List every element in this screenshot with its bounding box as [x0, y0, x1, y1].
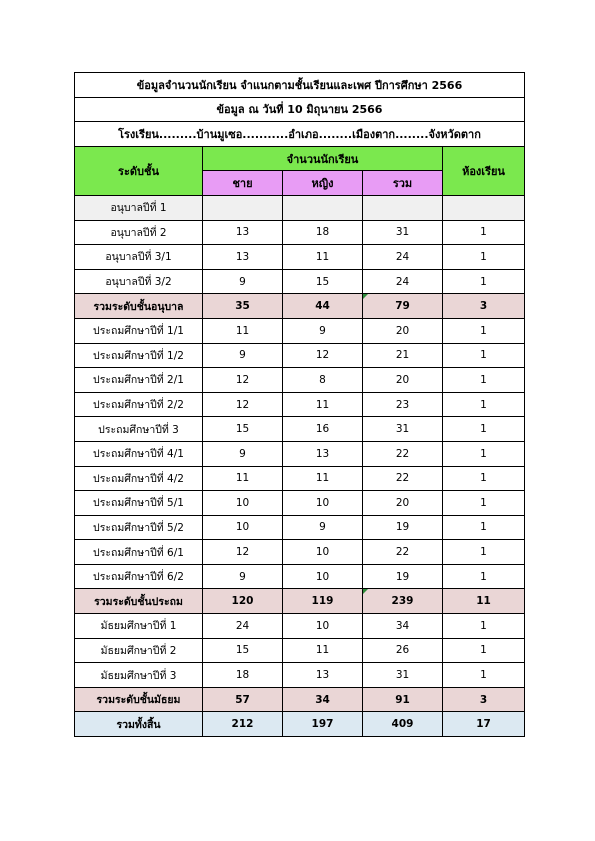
cell-rooms: 1: [443, 466, 525, 491]
cell-total: 24: [363, 245, 443, 270]
table-row: [75, 466, 525, 491]
cell-male: 24: [203, 614, 283, 639]
subtotal-row: [75, 687, 525, 712]
cell-rooms: 1: [443, 491, 525, 516]
cell-female: 10: [283, 491, 363, 516]
cell-female: 12: [283, 343, 363, 368]
cell-female: 13: [283, 663, 363, 688]
cell-male: 13: [203, 245, 283, 270]
cell-female: 9: [283, 515, 363, 540]
cell-level: อนุบาลปีที่ 3/1: [75, 245, 203, 270]
cell-male: 10: [203, 515, 283, 540]
table-row: [75, 343, 525, 368]
cell-level: มัธยมศึกษาปีที่ 3: [75, 663, 203, 688]
table-row: [75, 368, 525, 393]
cell-level: ประถมศึกษาปีที่ 5/2: [75, 515, 203, 540]
subtotal-row: [75, 589, 525, 614]
cell-total: 31: [363, 417, 443, 442]
cell-level: มัธยมศึกษาปีที่ 1: [75, 614, 203, 639]
cell-level: ประถมศึกษาปีที่ 6/2: [75, 564, 203, 589]
cell-rooms: 1: [443, 417, 525, 442]
cell-level: รวมระดับชั้นประถม: [75, 589, 203, 614]
table-row: [75, 663, 525, 688]
cell-male: 11: [203, 466, 283, 491]
table-row: [75, 638, 525, 663]
cell-rooms: 1: [443, 663, 525, 688]
cell-total: 31: [363, 663, 443, 688]
cell-total: 19: [363, 564, 443, 589]
cell-female: 11: [283, 392, 363, 417]
cell-male: 13: [203, 220, 283, 245]
cell-female: 11: [283, 638, 363, 663]
cell-level: รวมระดับชั้นอนุบาล: [75, 294, 203, 319]
cell-male: 12: [203, 392, 283, 417]
cell-female: 10: [283, 614, 363, 639]
cell-male: 11: [203, 318, 283, 343]
cell-rooms: 1: [443, 614, 525, 639]
data-date: ข้อมูล ณ วันที่ 10 มิถุนายน 2566: [75, 97, 525, 122]
cell-female: [283, 195, 363, 220]
cell-male: 9: [203, 269, 283, 294]
table-row: [75, 318, 525, 343]
table-row: [75, 540, 525, 565]
header-male: ชาย: [203, 171, 283, 196]
cell-male: 9: [203, 441, 283, 466]
cell-total: 19: [363, 515, 443, 540]
cell-rooms: 11: [443, 589, 525, 614]
header-students: จำนวนนักเรียน: [203, 146, 443, 171]
cell-level: อนุบาลปีที่ 1: [75, 195, 203, 220]
cell-female: 8: [283, 368, 363, 393]
cell-male: [203, 195, 283, 220]
cell-total: 22: [363, 466, 443, 491]
cell-rooms: 1: [443, 564, 525, 589]
cell-rooms: 1: [443, 540, 525, 565]
cell-total: 24: [363, 269, 443, 294]
cell-level: ประถมศึกษาปีที่ 6/1: [75, 540, 203, 565]
cell-rooms: [443, 195, 525, 220]
cell-rooms: 1: [443, 441, 525, 466]
cell-level: ประถมศึกษาปีที่ 3: [75, 417, 203, 442]
table-row: [75, 614, 525, 639]
cell-level: มัธยมศึกษาปีที่ 2: [75, 638, 203, 663]
cell-rooms: 1: [443, 368, 525, 393]
cell-level: ประถมศึกษาปีที่ 2/1: [75, 368, 203, 393]
cell-rooms: 1: [443, 245, 525, 270]
cell-level: อนุบาลปีที่ 2: [75, 220, 203, 245]
cell-total: 22: [363, 540, 443, 565]
cell-female: 16: [283, 417, 363, 442]
cell-female: 11: [283, 466, 363, 491]
cell-female: 10: [283, 564, 363, 589]
cell-total: 20: [363, 491, 443, 516]
cell-level: ประถมศึกษาปีที่ 2/2: [75, 392, 203, 417]
table-row: [75, 269, 525, 294]
cell-total: 21: [363, 343, 443, 368]
grand-total-row: [75, 712, 525, 737]
cell-level: รวมทั้งสิ้น: [75, 712, 203, 737]
cell-rooms: 1: [443, 220, 525, 245]
cell-male: 9: [203, 343, 283, 368]
table-row: [75, 195, 525, 220]
cell-male: 57: [203, 687, 283, 712]
cell-level: ประถมศึกษาปีที่ 4/2: [75, 466, 203, 491]
cell-male: 18: [203, 663, 283, 688]
cell-female: 197: [283, 712, 363, 737]
cell-total: 31: [363, 220, 443, 245]
cell-female: 10: [283, 540, 363, 565]
cell-male: 120: [203, 589, 283, 614]
header-female: หญิง: [283, 171, 363, 196]
cell-female: 13: [283, 441, 363, 466]
cell-total: 20: [363, 318, 443, 343]
cell-female: 18: [283, 220, 363, 245]
cell-total: 26: [363, 638, 443, 663]
cell-rooms: 1: [443, 343, 525, 368]
cell-female: 119: [283, 589, 363, 614]
cell-total: [363, 195, 443, 220]
cell-male: 10: [203, 491, 283, 516]
table-body: [75, 195, 525, 736]
cell-male: 35: [203, 294, 283, 319]
table-row: [75, 220, 525, 245]
header-total: รวม: [363, 171, 443, 196]
cell-total: 22: [363, 441, 443, 466]
cell-rooms: 3: [443, 294, 525, 319]
cell-male: 15: [203, 638, 283, 663]
cell-total: 34: [363, 614, 443, 639]
cell-rooms: 1: [443, 269, 525, 294]
cell-rooms: 3: [443, 687, 525, 712]
table-row: [75, 515, 525, 540]
cell-level: ประถมศึกษาปีที่ 1/1: [75, 318, 203, 343]
cell-level: อนุบาลปีที่ 3/2: [75, 269, 203, 294]
cell-male: 212: [203, 712, 283, 737]
cell-total: 23: [363, 392, 443, 417]
header-rooms: ห้องเรียน: [443, 146, 525, 195]
cell-male: 15: [203, 417, 283, 442]
cell-total: 91: [363, 687, 443, 712]
cell-total: 239: [363, 589, 443, 614]
cell-rooms: 1: [443, 392, 525, 417]
cell-level: ประถมศึกษาปีที่ 5/1: [75, 491, 203, 516]
cell-female: 9: [283, 318, 363, 343]
cell-level: ประถมศึกษาปีที่ 4/1: [75, 441, 203, 466]
cell-female: 11: [283, 245, 363, 270]
table-row: [75, 245, 525, 270]
cell-male: 9: [203, 564, 283, 589]
cell-total: 409: [363, 712, 443, 737]
cell-rooms: 1: [443, 318, 525, 343]
cell-rooms: 1: [443, 638, 525, 663]
table-row: [75, 491, 525, 516]
header-level: ระดับชั้น: [75, 146, 203, 195]
cell-female: 15: [283, 269, 363, 294]
school-info: โรงเรียน.........บ้านมูเซอ...........อำเภอ........เมืองตาก........จังหวัดตาก: [75, 122, 525, 147]
cell-male: 12: [203, 540, 283, 565]
table-row: [75, 441, 525, 466]
cell-level: รวมระดับชั้นมัธยม: [75, 687, 203, 712]
cell-female: 34: [283, 687, 363, 712]
cell-female: 44: [283, 294, 363, 319]
cell-rooms: 17: [443, 712, 525, 737]
subtotal-row: [75, 294, 525, 319]
table-row: [75, 392, 525, 417]
table-row: [75, 417, 525, 442]
cell-rooms: 1: [443, 515, 525, 540]
cell-male: 12: [203, 368, 283, 393]
table-title: ข้อมูลจำนวนนักเรียน จำแนกตามชั้นเรียนและเพศ ปีการศึกษา 2566: [75, 73, 525, 98]
cell-total: 20: [363, 368, 443, 393]
table-row: [75, 564, 525, 589]
cell-level: ประถมศึกษาปีที่ 1/2: [75, 343, 203, 368]
cell-total: 79: [363, 294, 443, 319]
student-statistics-table: [74, 72, 525, 737]
